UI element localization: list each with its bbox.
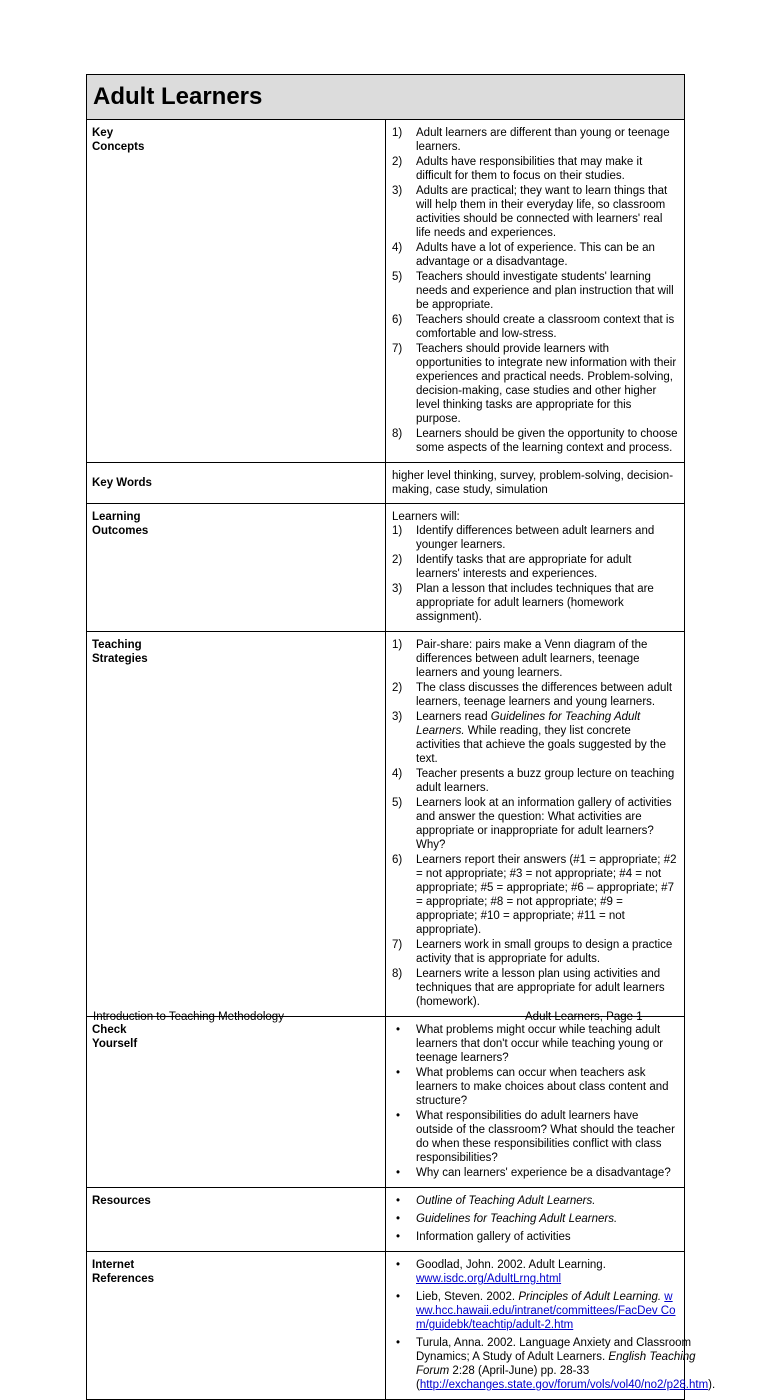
item-text: Learners work in small groups to design a practice activity that is appropriate for adults.	[416, 939, 673, 965]
item-number: 7)	[392, 343, 403, 355]
internet-references-label	[87, 1252, 386, 1400]
list-item	[392, 427, 678, 455]
item-text: Plan a lesson that includes techniques that are appropriate for adult learners (homework assignment).	[416, 583, 654, 623]
list-item	[392, 1194, 678, 1208]
bullet-icon: •	[396, 1067, 401, 1079]
item-number: 4)	[392, 242, 403, 254]
resources-label	[87, 1188, 386, 1252]
check-yourself-label	[87, 1017, 386, 1188]
learning-outcomes-list	[392, 524, 678, 624]
list-item	[392, 524, 678, 552]
item-number: 8)	[392, 968, 403, 980]
item-text: Pair-share: pairs make a Venn diagram of the differences between adult learners, teenage learners and young learners.	[416, 639, 648, 679]
bullet-icon: •	[396, 1024, 401, 1036]
learning-outcomes-content	[386, 504, 685, 632]
list-item	[392, 1336, 716, 1392]
item-text: What problems might occur while teaching adult learners that don't occur while teaching young or teenage learners?	[416, 1024, 664, 1064]
internet-references-list	[392, 1258, 716, 1392]
list-item	[392, 1258, 678, 1286]
item-text: Adults have a lot of experience. This can be an advantage or a disadvantage.	[416, 242, 655, 268]
footer-left: Introduction to Teaching Methodology	[93, 1011, 284, 1023]
teaching-strategies-content	[386, 632, 685, 1017]
item-text: Adults are practical; they want to learn things that will help them in their everyday life, so classroom activities should be connected with learners' real life needs and experiences.	[416, 185, 668, 239]
resources-list	[392, 1194, 678, 1244]
reference-text	[416, 1336, 715, 1392]
item-text: Adult learners are different than young or teenage learners.	[416, 127, 670, 153]
item-text-part: While reading, they list concrete activities that achieve the goals suggested by the text.	[416, 725, 666, 765]
item-text: Teacher presents a buzz group lecture on teaching adult learners.	[416, 768, 675, 794]
item-text: Guidelines for Teaching Adult Learners.	[416, 1213, 618, 1225]
reference-text	[416, 1290, 678, 1332]
item-title: Guidelines for Teaching Adult Learners.	[416, 711, 641, 737]
label-line: References	[92, 1273, 155, 1285]
list-item	[392, 342, 678, 426]
list-item	[392, 582, 678, 624]
learning-outcomes-label	[87, 504, 386, 632]
label-line: Teaching	[92, 639, 142, 651]
list-item	[392, 638, 678, 680]
label-line: Strategies	[92, 653, 148, 665]
item-text: Outline of Teaching Adult Learners.	[416, 1195, 596, 1207]
list-item	[392, 853, 678, 937]
reference-link[interactable]: www.hcc.hawaii.edu/intranet/committees/FacDev Com/guidebk/teachtip/adult-2.htm	[416, 1291, 676, 1331]
item-number: 1)	[392, 525, 403, 537]
resources-content	[386, 1188, 685, 1252]
reference-title: Principles of Adult Learning.	[518, 1291, 662, 1303]
list-item	[392, 1023, 678, 1065]
list-item	[392, 241, 678, 269]
bullet-icon: •	[396, 1195, 401, 1207]
check-yourself-content	[386, 1017, 685, 1188]
teaching-strategies-label	[87, 632, 386, 1017]
list-item	[392, 313, 678, 341]
key-concepts-row	[87, 120, 685, 463]
item-text: What responsibilities do adult learners have outside of the classroom? What should the teacher do when these responsibilities conflict with class responsibilities?	[416, 1110, 675, 1164]
item-number: 8)	[392, 428, 403, 440]
label-line: Key	[92, 127, 114, 139]
label-line: Concepts	[92, 141, 145, 153]
key-concepts-content	[386, 120, 685, 463]
internet-references-content	[386, 1252, 716, 1400]
lesson-table	[86, 74, 716, 1400]
bullet-icon: •	[396, 1337, 401, 1349]
list-item	[392, 967, 678, 1009]
item-number: 2)	[392, 554, 403, 566]
reference-link[interactable]: www.isdc.org/AdultLrng.html	[416, 1273, 562, 1285]
item-number: 6)	[392, 314, 403, 326]
item-text: Learners write a lesson plan using activities and techniques that are appropriate for adult learners (homework).	[416, 968, 665, 1008]
item-text: Teachers should investigate students' learning needs and experience and plan instruction that will be appropriate.	[416, 271, 674, 311]
reference-citation: Goodlad, John. 2002. Adult Learning.	[416, 1259, 606, 1271]
list-item	[392, 710, 678, 766]
label-line: Key Words	[92, 477, 152, 489]
item-text: Learners should be given the opportunity to choose some aspects of the learning context and process.	[416, 428, 678, 454]
item-number: 3)	[392, 711, 403, 723]
item-number: 5)	[392, 271, 403, 283]
reference-citation: Turula, Anna. 2002. Language Anxiety and Classroom Dynamics; A Study of Adult Learners.	[416, 1337, 692, 1363]
item-text: Information gallery of activities	[416, 1231, 571, 1243]
reference-citation: 2:28 (April-June) pp. 28-33 (	[416, 1365, 590, 1391]
list-item	[392, 155, 678, 183]
list-item	[392, 126, 678, 154]
bullet-icon: •	[396, 1259, 401, 1271]
item-text: Teachers should provide learners with opportunities to integrate new information with their experiences and practical needs. Problem-solving, decision-making, case studies and other higher level thinking tasks are appropriate for this purpose.	[416, 343, 677, 425]
key-words-content	[386, 463, 685, 504]
label-line: Internet	[92, 1259, 135, 1271]
bullet-icon: •	[396, 1213, 401, 1225]
reference-citation: ).	[708, 1379, 716, 1391]
list-item	[392, 1290, 678, 1332]
check-yourself-list	[392, 1023, 678, 1180]
list-item	[392, 938, 678, 966]
item-number: 5)	[392, 797, 403, 809]
list-item	[392, 1109, 678, 1165]
item-number: 2)	[392, 682, 403, 694]
item-text: The class discusses the differences between adult learners, teenage learners and young learners.	[416, 682, 673, 708]
item-number: 3)	[392, 583, 403, 595]
label-line: Outcomes	[92, 525, 149, 537]
item-number: 4)	[392, 768, 403, 780]
item-number: 2)	[392, 156, 403, 168]
bullet-icon: •	[396, 1231, 401, 1243]
internet-references-row	[87, 1252, 685, 1400]
item-text: What problems can occur when teachers ask learners to make choices about class content and structure?	[416, 1067, 669, 1107]
bullet-icon: •	[396, 1291, 401, 1303]
key-words-label	[87, 463, 386, 504]
learning-outcomes-row	[87, 504, 685, 632]
list-item	[392, 184, 678, 240]
item-text: Why can learners' experience be a disadvantage?	[416, 1167, 671, 1179]
list-item	[392, 553, 678, 581]
list-item	[392, 767, 678, 795]
item-number: 3)	[392, 185, 403, 197]
key-words-text: higher level thinking, survey, problem-solving, decision-making, case study, simulation	[392, 470, 674, 496]
teaching-strategies-list	[392, 638, 678, 1009]
list-item	[392, 681, 678, 709]
resources-row	[87, 1188, 685, 1252]
bullet-icon: •	[396, 1167, 401, 1179]
list-item	[392, 1066, 678, 1108]
list-item	[392, 796, 678, 852]
label-line: Check	[92, 1024, 127, 1036]
reference-link[interactable]: http://exchanges.state.gov/forum/vols/vol40/no2/p28.htm	[419, 1379, 709, 1391]
reference-title: English Teaching Forum	[416, 1351, 696, 1377]
teaching-strategies-row	[87, 632, 685, 1017]
item-number: 1)	[392, 127, 403, 139]
key-concepts-label	[87, 120, 386, 463]
page-title: Adult Learners	[93, 83, 263, 110]
item-number: 7)	[392, 939, 403, 951]
label-line: Resources	[92, 1195, 151, 1207]
item-text: Identify tasks that are appropriate for adult learners' interests and experiences.	[416, 554, 632, 580]
list-item	[392, 270, 678, 312]
label-line: Learning	[92, 511, 141, 523]
key-concepts-list	[392, 126, 678, 455]
item-text-part: Learners read	[416, 711, 491, 723]
reference-citation: Lieb, Steven. 2002.	[416, 1291, 519, 1303]
learning-outcomes-intro: Learners will:	[392, 511, 460, 523]
list-item	[392, 1166, 678, 1180]
item-text	[416, 710, 678, 766]
key-words-row	[87, 463, 685, 504]
label-line: Yourself	[92, 1038, 138, 1050]
bullet-icon: •	[396, 1110, 401, 1122]
footer-right: Adult Learners, Page 1	[525, 1011, 643, 1023]
title-cell	[87, 75, 685, 120]
item-number: 6)	[392, 854, 403, 866]
reference-text	[416, 1258, 678, 1286]
item-text: Identify differences between adult learners and younger learners.	[416, 525, 655, 551]
item-text: Learners report their answers (#1 = appropriate; #2 = not appropriate; #3 = not appropriate; #4 = not appropriate; #5 = appropriate; #6 – appropriate; #7 = appropriate; #8 = not appropriate; #9 = appropriate; #10 = appropriate; #11 = not appropriate).	[416, 854, 677, 936]
item-number: 1)	[392, 639, 403, 651]
item-text: Learners look at an information gallery of activities and answer the question: What activities are appropriate or inappropriate for adult learners? Why?	[416, 797, 672, 851]
list-item	[392, 1212, 678, 1226]
item-text: Teachers should create a classroom context that is comfortable and low-stress.	[416, 314, 675, 340]
item-text: Adults have responsibilities that may make it difficult for them to focus on their studies.	[416, 156, 643, 182]
list-item	[392, 1230, 678, 1244]
check-yourself-row	[87, 1017, 685, 1188]
